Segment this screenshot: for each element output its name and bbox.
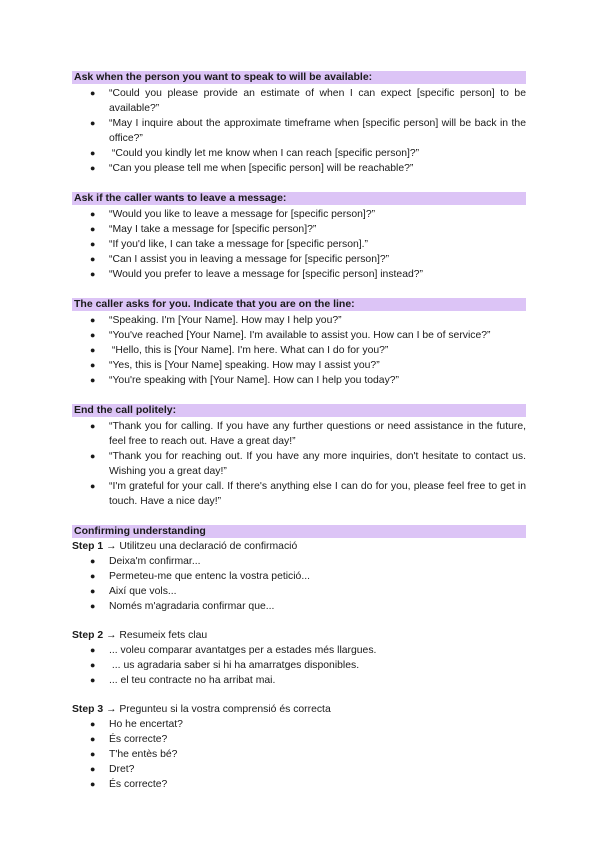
bullet-icon: ●: [90, 675, 96, 685]
section-end-call: [72, 404, 526, 509]
item-text: És correcte?: [109, 779, 168, 790]
list-item: [72, 643, 526, 658]
bullet-icon: ●: [90, 269, 96, 279]
section-on-the-line: [72, 298, 526, 388]
section-heading: The caller asks for you. Indicate that you are on the line:: [72, 298, 526, 311]
item-text: És correcte?: [109, 734, 168, 745]
bullet-icon: ●: [90, 254, 96, 264]
list-item: [72, 569, 526, 584]
bullet-icon: ●: [90, 571, 96, 581]
bullet-icon: ●: [90, 88, 96, 98]
bullet-icon: ●: [90, 345, 96, 355]
bullet-icon: ●: [90, 586, 96, 596]
item-text: Dret?: [109, 764, 135, 775]
item-text: “Yes, this is [Your Name] speaking. How may I assist you?”: [109, 360, 380, 371]
bullet-icon: ●: [90, 421, 96, 431]
item-text: “May I inquire about the approximate timeframe when [specific person] will be back in the office?”: [109, 118, 526, 144]
list-item: [72, 313, 526, 328]
item-text: “Speaking. I'm [Your Name]. How may I help you?”: [109, 315, 342, 326]
item-text: “Can I assist you in leaving a message for [specific person]?”: [109, 254, 390, 265]
bullet-icon: ●: [90, 779, 96, 789]
list-item: [72, 554, 526, 569]
step-line: [72, 702, 526, 717]
document-content: [72, 71, 526, 808]
item-text: “Could you kindly let me know when I can reach [specific person]?”: [109, 148, 420, 159]
section-leave-message: [72, 192, 526, 282]
item-text: “Hello, this is [Your Name]. I'm here. What can I do for you?”: [109, 345, 389, 356]
list-item: [72, 207, 526, 222]
step-label: Step 3: [72, 704, 104, 715]
section-confirming: [72, 525, 526, 792]
bullet-icon: ●: [90, 764, 96, 774]
list-item: [72, 717, 526, 732]
bullet-list: [72, 419, 526, 509]
bullet-icon: ●: [90, 148, 96, 158]
list-item: [72, 116, 526, 146]
list-item: [72, 222, 526, 237]
item-text: “Would you prefer to leave a message for [specific person] instead?”: [109, 269, 423, 280]
bullet-icon: ●: [90, 481, 96, 491]
list-item: [72, 419, 526, 449]
bullet-list: [72, 207, 526, 282]
list-item: [72, 161, 526, 176]
section-heading: Ask when the person you want to speak to will be available:: [72, 71, 526, 84]
step-description: → Pregunteu si la vostra comprensió és correcta: [103, 704, 331, 715]
list-item: [72, 328, 526, 343]
item-text: “Would you like to leave a message for [specific person]?”: [109, 209, 376, 220]
bullet-icon: ●: [90, 375, 96, 385]
bullet-icon: ●: [90, 330, 96, 340]
item-text: “If you'd like, I can take a message for [specific person].”: [109, 239, 368, 250]
bullet-icon: ●: [90, 360, 96, 370]
bullet-icon: ●: [90, 118, 96, 128]
bullet-icon: ●: [90, 239, 96, 249]
item-text: “I'm grateful for your call. If there's anything else I can do for you, please feel free to get in touch. Have a nice day!”: [109, 481, 526, 507]
list-item: [72, 237, 526, 252]
section-heading: End the call politely:: [72, 404, 526, 417]
list-item: [72, 777, 526, 792]
item-text: “Thank you for calling. If you have any further questions or need assistance in the future, feel free to reach out. Have a great day!”: [109, 421, 526, 447]
item-text: T'he entès bé?: [109, 749, 178, 760]
step-line: [72, 628, 526, 643]
item-text: “Can you please tell me when [specific person] will be reachable?”: [109, 163, 414, 174]
list-item: [72, 584, 526, 599]
bullet-icon: ●: [90, 556, 96, 566]
list-item: [72, 449, 526, 479]
step-label: Step 1: [72, 541, 104, 552]
bullet-icon: ●: [90, 734, 96, 744]
list-item: [72, 343, 526, 358]
list-item: [72, 747, 526, 762]
list-item: [72, 267, 526, 282]
bullet-icon: ●: [90, 749, 96, 759]
bullet-icon: ●: [90, 660, 96, 670]
bullet-icon: ●: [90, 209, 96, 219]
item-text: “Could you please provide an estimate of when I can expect [specific person] to be available?”: [109, 88, 526, 114]
step-description: → Resumeix fets clau: [103, 630, 208, 641]
item-text: Deixa'm confirmar...: [109, 556, 201, 567]
list-item: [72, 479, 526, 509]
item-text: Ho he encertat?: [109, 719, 183, 730]
bullet-icon: ●: [90, 601, 96, 611]
step-2: [72, 628, 526, 688]
bullet-icon: ●: [90, 719, 96, 729]
item-text: ... voleu comparar avantatges per a estades més llargues.: [109, 645, 377, 656]
bullet-list: [72, 86, 526, 176]
bullet-icon: ●: [90, 224, 96, 234]
item-text: Permeteu-me que entenc la vostra petició...: [109, 571, 310, 582]
bullet-list: [72, 643, 526, 688]
list-item: [72, 373, 526, 388]
item-text: “You're speaking with [Your Name]. How can I help you today?”: [109, 375, 400, 386]
step-3: [72, 702, 526, 792]
bullet-list: [72, 313, 526, 388]
list-item: [72, 732, 526, 747]
bullet-list: [72, 554, 526, 614]
step-line: [72, 539, 526, 554]
item-text: ... el teu contracte no ha arribat mai.: [109, 675, 276, 686]
section-availability: [72, 71, 526, 176]
list-item: [72, 599, 526, 614]
item-text: “You've reached [Your Name]. I'm available to assist you. How can I be of service?”: [109, 330, 491, 341]
section-heading: Ask if the caller wants to leave a message:: [72, 192, 526, 205]
bullet-icon: ●: [90, 645, 96, 655]
section-heading: Confirming understanding: [72, 525, 526, 538]
list-item: [72, 658, 526, 673]
bullet-icon: ●: [90, 163, 96, 173]
step-description: → Utilitzeu una declaració de confirmació: [103, 541, 298, 552]
bullet-icon: ●: [90, 451, 96, 461]
item-text: ... us agradaria saber si hi ha amarratges disponibles.: [109, 660, 360, 671]
item-text: Així que vols...: [109, 586, 177, 597]
bullet-icon: ●: [90, 315, 96, 325]
list-item: [72, 762, 526, 777]
list-item: [72, 358, 526, 373]
step-label: Step 2: [72, 630, 104, 641]
list-item: [72, 673, 526, 688]
item-text: Només m'agradaria confirmar que...: [109, 601, 275, 612]
list-item: [72, 146, 526, 161]
item-text: “Thank you for reaching out. If you have any more inquiries, don't hesitate to contact us. Wishing you a great day!”: [109, 451, 526, 477]
bullet-list: [72, 717, 526, 792]
step-1: [72, 539, 526, 614]
list-item: [72, 86, 526, 116]
list-item: [72, 252, 526, 267]
item-text: “May I take a message for [specific person]?”: [109, 224, 317, 235]
